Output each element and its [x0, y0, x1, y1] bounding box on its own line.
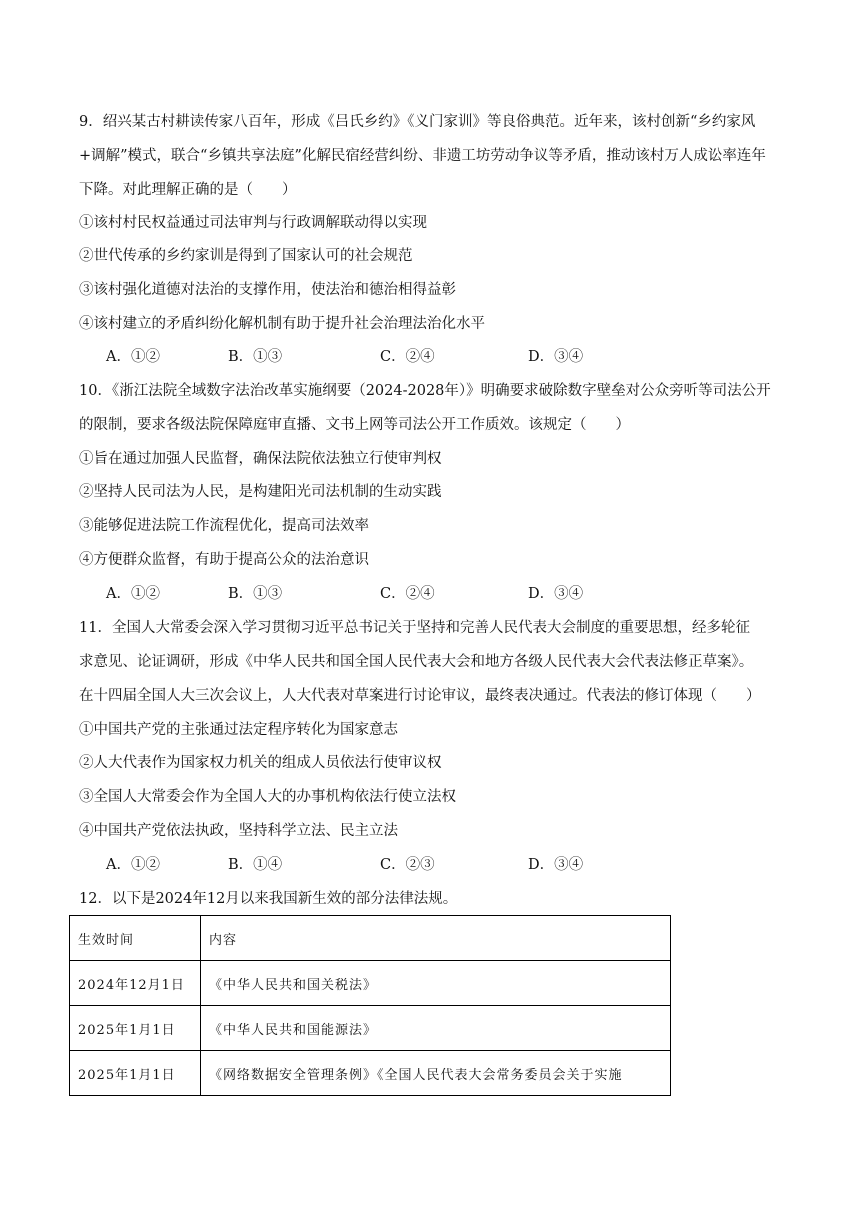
q9-stem-line-2: +调解”模式，联合“乡镇共享法庭”化解民宿经营纠纷、非遗工坊劳动争议等矛盾，推动该村万人成讼率连年: [79, 148, 766, 164]
q11-statement-4: ④中国共产党依法执政，坚持科学立法、民主立法: [79, 823, 398, 839]
q10-statement-3: ③能够促进法院工作流程优化，提高司法效率: [79, 518, 369, 534]
laws-table: [69, 915, 671, 1096]
q11-option-b[interactable]: B．①④: [228, 857, 283, 873]
q9-option-b[interactable]: B．①③: [228, 349, 283, 365]
q10-statement-4: ④方便群众监督，有助于提高公众的法治意识: [79, 552, 369, 568]
q10-option-b[interactable]: B．①③: [228, 586, 283, 602]
q11-statement-2: ②人大代表作为国家权力机关的组成人员依法行使审议权: [79, 755, 442, 771]
q9-option-a[interactable]: A．①②: [106, 349, 160, 365]
q11-option-c[interactable]: C．②③: [380, 857, 435, 873]
cell-date: 2025年1月1日: [70, 1051, 201, 1096]
cell-date: 2025年1月1日: [70, 1006, 201, 1051]
q9-statement-3: ③该村强化道德对法治的支撑作用，使法治和德治相得益彰: [79, 282, 456, 298]
table-row: [70, 961, 671, 1006]
q9-statement-1: ①该村村民权益通过司法审判与行政调解联动得以实现: [79, 215, 427, 231]
header-content: 内容: [201, 916, 671, 961]
q10-stem-line-1: 10．《浙江法院全域数字法治改革实施纲要（2024-2028年）》明确要求破除数字壁垒对公众旁听等司法公开: [79, 383, 771, 399]
q11-stem-line-2: 求意见、论证调研，形成《中华人民共和国全国人民代表大会和地方各级人民代表大会代表法修正草案》。: [79, 654, 754, 670]
cell-content: 《中华人民共和国关税法》: [201, 961, 671, 1006]
q11-stem-line-1: 11．全国人大常委会深入学习贯彻习近平总书记关于坚持和完善人民代表大会制度的重要思想，经多轮征: [79, 620, 750, 636]
q11-option-a[interactable]: A．①②: [106, 857, 160, 873]
q9-option-d[interactable]: D．③④: [528, 349, 584, 365]
q9-stem-line-1: 9．绍兴某古村耕读传家八百年，形成《吕氏乡约》《义门家训》等良俗典范。近年来，该村创新“乡约家风: [79, 114, 756, 130]
q9-option-c[interactable]: C．②④: [380, 349, 435, 365]
q9-stem-line-3: 下降。对此理解正确的是（ ）: [79, 182, 297, 198]
cell-content: 《网络数据安全管理条例》《全国人民代表大会常务委员会关于实施: [201, 1051, 671, 1096]
q10-stem-line-2: 的限制，要求各级法院保障庭审直播、文书上网等司法公开工作质效。该规定（ ）: [79, 417, 630, 433]
q10-option-d[interactable]: D．③④: [528, 586, 584, 602]
q9-statement-2: ②世代传承的乡约家训是得到了国家认可的社会规范: [79, 248, 413, 264]
header-effective-date: 生效时间: [70, 916, 201, 961]
cell-date: 2024年12月1日: [70, 961, 201, 1006]
q10-statement-1: ①旨在通过加强人民监督，确保法院依法独立行使审判权: [79, 451, 442, 467]
q11-statement-1: ①中国共产党的主张通过法定程序转化为国家意志: [79, 722, 398, 738]
q10-statement-2: ②坚持人民司法为人民，是构建阳光司法机制的生动实践: [79, 484, 442, 500]
q9-statement-4: ④该村建立的矛盾纠纷化解机制有助于提升社会治理法治化水平: [79, 316, 485, 332]
table-header-row: [70, 916, 671, 961]
q10-option-a[interactable]: A．①②: [106, 586, 160, 602]
cell-content: 《中华人民共和国能源法》: [201, 1006, 671, 1051]
q12-stem: 12．以下是2024年12月以来我国新生效的部分法律法规。: [79, 891, 458, 907]
q11-option-d[interactable]: D．③④: [528, 857, 584, 873]
q11-statement-3: ③全国人大常委会作为全国人大的办事机构依法行使立法权: [79, 789, 456, 805]
table-row: [70, 1051, 671, 1096]
q10-option-c[interactable]: C．②④: [380, 586, 435, 602]
table-row: [70, 1006, 671, 1051]
q11-stem-line-3: 在十四届全国人大三次会议上，人大代表对草案进行讨论审议，最终表决通过。代表法的修订体现（ ）: [79, 688, 761, 704]
